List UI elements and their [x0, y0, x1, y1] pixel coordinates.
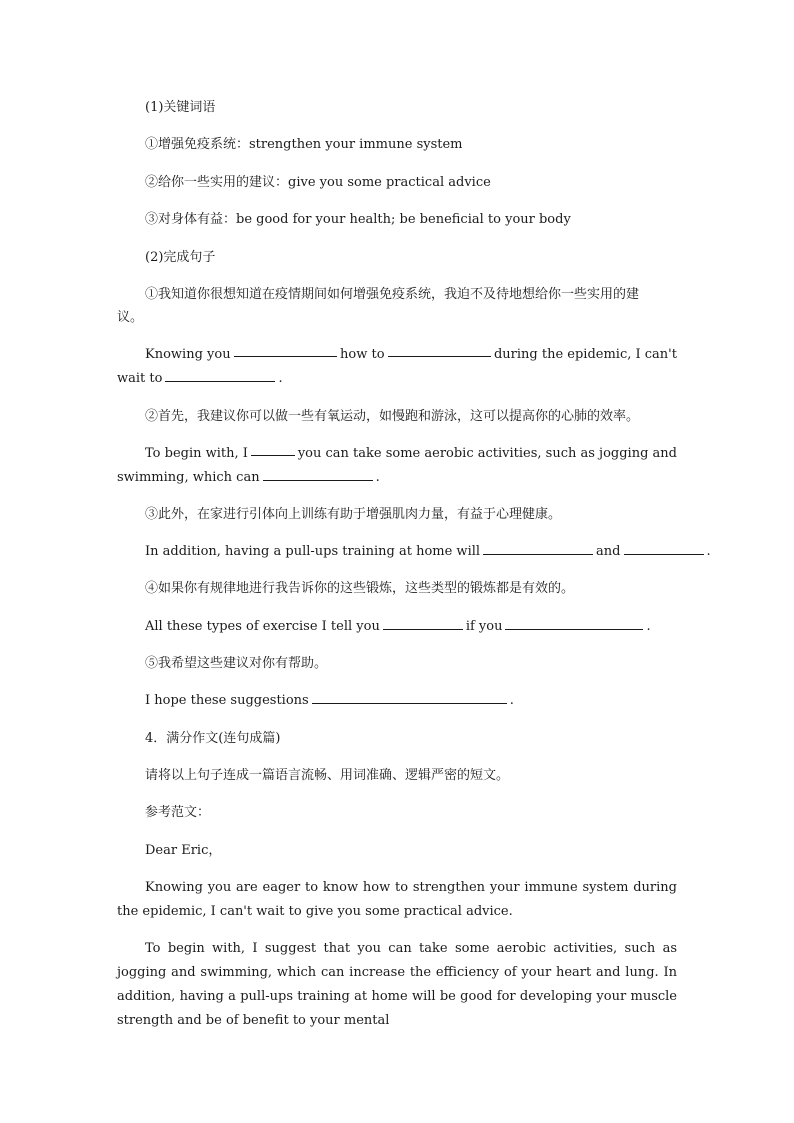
section-4-heading: 4．满分作文(连句成篇)	[145, 731, 281, 746]
q4-blank-1[interactable]	[383, 616, 463, 630]
q2-chinese: ②首先，我建议你可以做一些有氧运动，如慢跑和游泳，这可以提高你的心肺的效率。	[145, 409, 640, 424]
q1-blank-2[interactable]	[388, 343, 491, 357]
q1-english-line2	[117, 367, 677, 391]
q2-text-a: To begin with, I	[145, 446, 248, 461]
essay-paragraph-2: To begin with, I suggest that you can take some aerobic activities, such as jogging and swimming, which can increase the efficiency of your heart and lung. In addition, having a pull-ups training at home will be good for developing your muscle strength and be of benefit to your mental	[117, 941, 677, 1028]
section-4-instruction: 请将以上句子连成一篇语言流畅、用词准确、逻辑严密的短文。	[145, 768, 510, 783]
q4-chinese: ④如果你有规律地进行我告诉你的这些锻炼，这些类型的锻炼都是有效的。	[145, 581, 575, 596]
q3-blank-1[interactable]	[483, 541, 593, 555]
q5-chinese: ⑤我希望这些建议对你有帮助。	[145, 656, 328, 671]
q2-text-c: swimming, which can	[117, 470, 260, 485]
q2-text-d: .	[375, 470, 380, 485]
q1-chinese-line2: 议。	[117, 310, 144, 325]
essay-greeting: Dear Eric，	[145, 843, 222, 858]
q1-blank-3[interactable]	[165, 368, 275, 382]
q1-blank-1[interactable]	[234, 343, 337, 357]
q2-text-b: you can take some aerobic activities, such as jogging and	[297, 446, 677, 461]
q5-text-b: .	[509, 693, 514, 708]
essay-paragraph-1: Knowing you are eager to know how to strengthen your immune system during the epidemic, I can't wait to give you some practical advice.	[117, 880, 677, 919]
section-1-title: (1)关键词语	[145, 100, 216, 115]
q5-blank-1[interactable]	[312, 690, 507, 704]
q1-text-d: wait to	[117, 371, 163, 386]
q3-blank-2[interactable]	[624, 541, 704, 555]
q4-text-b: if you	[465, 619, 503, 634]
q4-text-a: All these types of exercise I tell you	[145, 619, 380, 634]
q4-english	[145, 615, 677, 639]
q2-english-line1	[145, 442, 677, 466]
q5-text-a: I hope these suggestions	[145, 693, 309, 708]
q5-english	[145, 689, 677, 713]
q4-blank-2[interactable]	[505, 616, 643, 630]
q2-blank-1[interactable]	[251, 442, 295, 456]
q1-text-a: Knowing you	[145, 347, 231, 362]
q1-text-e: .	[278, 371, 283, 386]
q2-english-line2	[117, 466, 677, 490]
sample-essay-label: 参考范文：	[145, 805, 211, 820]
q4-text-c: .	[646, 619, 651, 634]
q1-text-b: how to	[340, 347, 385, 362]
q2-blank-2[interactable]	[263, 467, 373, 481]
q3-text-a: In addition, having a pull-ups training at home will	[145, 544, 481, 559]
key-phrase-1: ①增强免疫系统：strengthen your immune system	[145, 137, 463, 152]
section-2-title: (2)完成句子	[145, 250, 216, 265]
key-phrase-3: ③对身体有益：be good for your health; be beneficial to your body	[145, 212, 571, 227]
q3-text-b: and	[596, 544, 621, 559]
q1-english-line1	[145, 343, 677, 367]
q3-english	[145, 540, 711, 564]
key-phrase-2: ②给你一些实用的建议：give you some practical advice	[145, 175, 491, 190]
q1-chinese-line1: ①我知道你很想知道在疫情期间如何增强免疫系统，我迫不及待地想给你一些实用的建	[145, 287, 640, 302]
q3-text-c: .	[706, 544, 711, 559]
q3-chinese: ③此外，在家进行引体向上训练有助于增强肌肉力量，有益于心理健康。	[145, 507, 562, 522]
q1-text-c: during the epidemic, I can't	[493, 347, 677, 362]
